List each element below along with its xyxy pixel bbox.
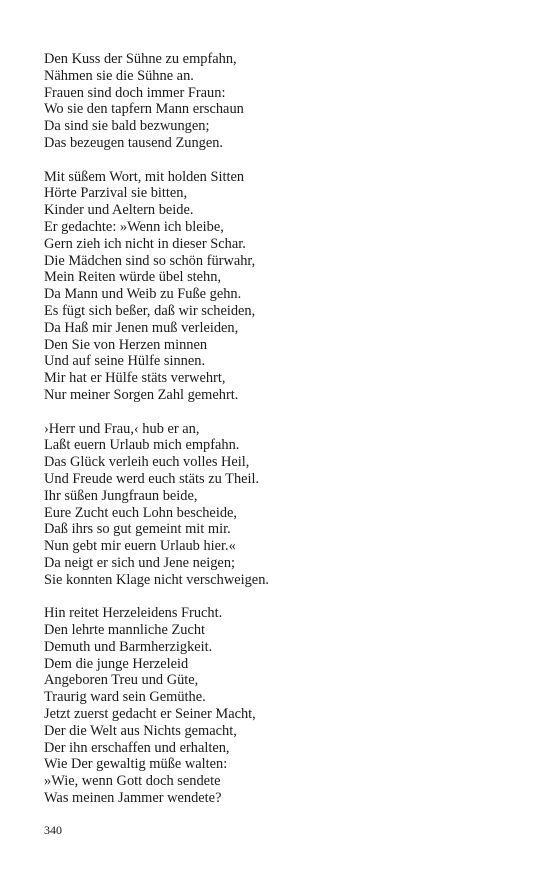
verse-line: Wie Der gewaltig müße walten: bbox=[44, 756, 228, 773]
verse-line: Da neigt er sich und Jene neigen; bbox=[44, 554, 236, 571]
verse-line: Nun gebt mir euern Urlaub hier.« bbox=[44, 538, 236, 555]
verse-line: Gern zieh ich nicht in dieser Schar. bbox=[44, 235, 246, 252]
verse-line: Frauen sind doch immer Fraun: bbox=[44, 84, 226, 101]
verse-line: Eure Zucht euch Lohn bescheide, bbox=[44, 504, 237, 521]
verse-line: Sie konnten Klage nicht verschweigen. bbox=[44, 571, 269, 588]
verse-line: Kinder und Aeltern beide. bbox=[44, 202, 194, 219]
verse-line: Dem die junge Herzeleid bbox=[44, 655, 189, 672]
verse-line: Er gedachte: »Wenn ich bleibe, bbox=[44, 218, 224, 235]
verse-line: Den Sie von Herzen minnen bbox=[44, 336, 208, 353]
verse-line: Demuth und Barmherzigkeit. bbox=[44, 638, 213, 655]
verse-line: Da Mann und Weib zu Fuße gehn. bbox=[44, 286, 242, 303]
verse-line: Daß ihrs so gut gemeint mit mir. bbox=[44, 521, 231, 538]
verse-line: Das bezeugen tausend Zungen. bbox=[44, 134, 224, 151]
verse-line: Da sind sie bald bezwungen; bbox=[44, 118, 210, 135]
verse-line: Nur meiner Sorgen Zahl gemehrt. bbox=[44, 386, 239, 403]
verse-line: Die Mädchen sind so schön fürwahr, bbox=[44, 252, 256, 269]
verse-line: Und auf seine Hülfe sinnen. bbox=[44, 353, 206, 370]
verse-line: Das Glück verleih euch volles Heil, bbox=[44, 454, 250, 471]
page-number: 340 bbox=[44, 823, 62, 837]
verse-line: Mein Reiten würde übel stehn, bbox=[44, 269, 222, 286]
stanza bbox=[44, 169, 514, 404]
verse-line: Hin reitet Herzeleidens Frucht. bbox=[44, 605, 223, 622]
verse-line: Den Kuss der Sühne zu empfahn, bbox=[44, 51, 237, 67]
verse-line: Hörte Parzival sie bitten, bbox=[44, 185, 188, 202]
verse-line: Wo sie den tapfern Mann erschaun bbox=[44, 101, 244, 118]
verse-line: Mit süßem Wort, mit holden Sitten bbox=[44, 168, 245, 185]
verse-line: Jetzt zuerst gedacht er Seiner Macht, bbox=[44, 706, 256, 723]
verse-line: Mir hat er Hülfe stäts verwehrt, bbox=[44, 370, 226, 387]
verse-line: Ihr süßen Jungfraun beide, bbox=[44, 487, 198, 504]
verse-line: Es fügt sich beßer, daß wir scheiden, bbox=[44, 302, 256, 319]
verse-line: Nähmen sie die Sühne an. bbox=[44, 67, 194, 84]
verse-line: Was meinen Jammer wendete? bbox=[44, 790, 222, 807]
stanza bbox=[44, 51, 514, 152]
verse-line: Und Freude werd euch stäts zu Theil. bbox=[44, 470, 260, 487]
verse-line: Da Haß mir Jenen muß verleiden, bbox=[44, 319, 239, 336]
verse-line: Traurig ward sein Gemüthe. bbox=[44, 689, 206, 706]
verse-line: Der die Welt aus Nichts gemacht, bbox=[44, 722, 237, 739]
verse-line: Den lehrte mannliche Zucht bbox=[44, 622, 206, 639]
verse-line: Laßt euern Urlaub mich empfahn. bbox=[44, 437, 240, 454]
poem-text bbox=[44, 51, 514, 824]
verse-line: »Wie, wenn Gott doch sendete bbox=[44, 773, 221, 790]
verse-line: ›Herr und Frau,‹ hub er an, bbox=[44, 420, 200, 437]
verse-line: Angeboren Treu und Güte, bbox=[44, 672, 199, 689]
stanza bbox=[44, 605, 514, 807]
verse-line: Der ihn erschaffen und erhalten, bbox=[44, 739, 230, 756]
stanza bbox=[44, 421, 514, 589]
